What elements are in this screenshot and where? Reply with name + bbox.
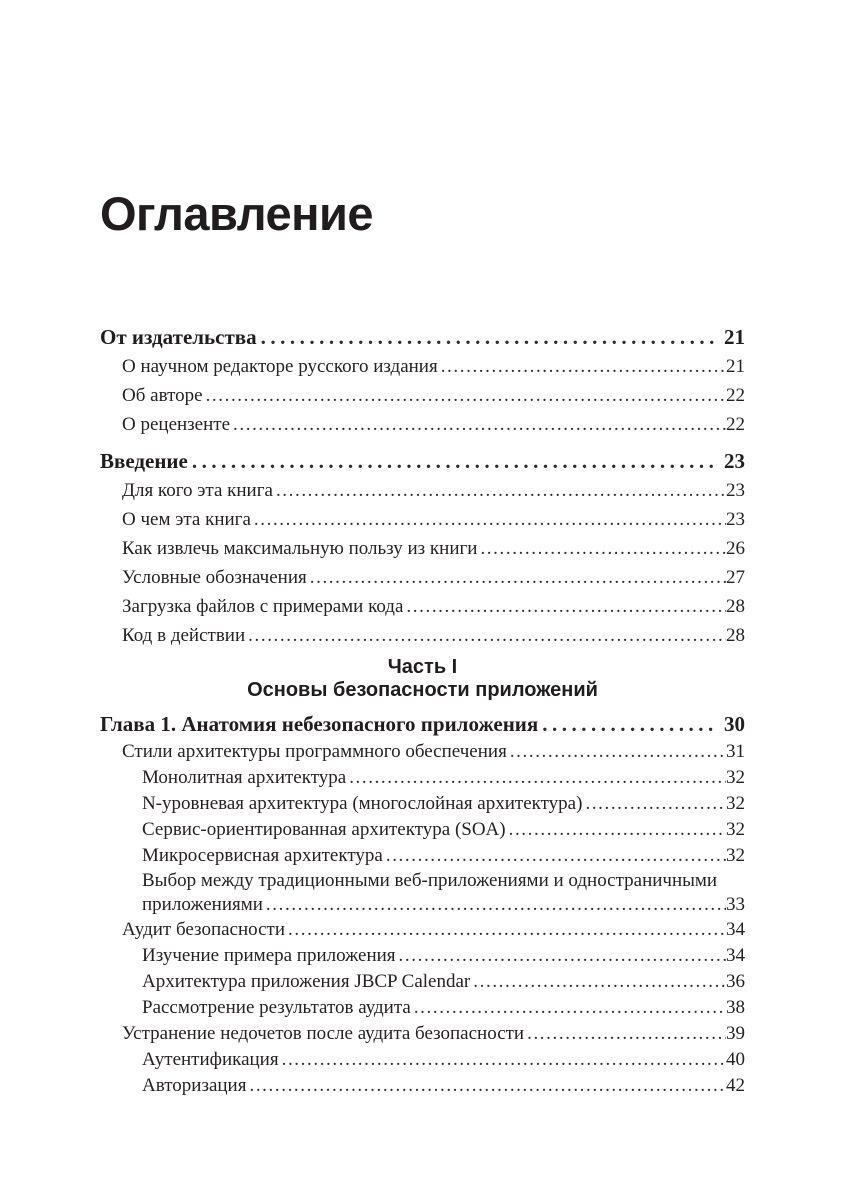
part-title: Основы безопасности приложений	[247, 679, 598, 701]
dot-leader	[399, 943, 726, 969]
part-divider	[100, 656, 745, 702]
page-number: 28	[726, 596, 745, 617]
toc-entry-row	[100, 995, 745, 1021]
entry-label: Аудит безопасности	[122, 919, 286, 940]
page-number: 21	[724, 325, 745, 349]
dot-leader	[480, 534, 726, 563]
toc-entry-row	[100, 410, 745, 439]
toc-section-introduction	[100, 447, 745, 650]
entry-label: Стили архитектуры программного обеспечения	[122, 741, 507, 762]
toc-entry-row	[100, 843, 745, 869]
entry-label-continuation: приложениями	[142, 894, 263, 915]
toc-entry-row	[100, 352, 745, 381]
page-number: 27	[726, 567, 745, 588]
dot-leader	[266, 893, 726, 917]
toc-entry-row	[100, 893, 745, 917]
entry-label: О научном редакторе русского издания	[122, 356, 438, 377]
dot-leader	[542, 710, 717, 739]
toc-heading-row	[100, 447, 745, 476]
page-number: 32	[726, 767, 745, 788]
dot-leader	[282, 1047, 726, 1073]
entry-label: Выбор между традиционными веб-приложениями и одностраничными	[142, 870, 718, 891]
dot-leader	[248, 621, 726, 650]
page-number: 40	[726, 1049, 745, 1070]
toc-entry-row	[100, 534, 745, 563]
entry-label: От издательства	[100, 325, 257, 349]
page-number: 39	[726, 1023, 745, 1044]
dot-leader	[254, 505, 726, 534]
dot-leader	[406, 592, 726, 621]
page-number: 36	[726, 971, 745, 992]
page-number: 34	[726, 919, 745, 940]
entry-label: Условные обозначения	[122, 567, 307, 588]
page-number: 34	[726, 945, 745, 966]
dot-leader	[585, 791, 726, 817]
toc-entry-row	[100, 1073, 745, 1099]
page-number: 38	[726, 997, 745, 1018]
toc-entry-row	[100, 1021, 745, 1047]
entry-label: Архитектура приложения JBCP Calendar	[142, 971, 471, 992]
dot-leader	[386, 843, 726, 869]
page-number: 23	[724, 449, 745, 473]
entry-label: Рассмотрение результатов аудита	[142, 997, 411, 1018]
dot-leader	[261, 323, 717, 352]
dot-leader	[527, 1021, 726, 1047]
entry-label: Код в действии	[122, 625, 246, 646]
toc-entry-row	[100, 765, 745, 791]
entry-label: Микросервисная архитектура	[142, 845, 383, 866]
toc-entry-row	[100, 791, 745, 817]
page-number: 21	[726, 356, 745, 377]
dot-leader	[276, 476, 726, 505]
entry-label: Сервис-ориентированная архитектура (SOA)	[142, 819, 506, 840]
entry-label: Авторизация	[142, 1075, 247, 1096]
page-number: 28	[726, 625, 745, 646]
entry-label: О рецензенте	[122, 414, 231, 435]
entry-label: N-уровневая архитектура (многослойная архитектура)	[142, 793, 583, 814]
page-number: 32	[726, 819, 745, 840]
dot-leader	[510, 739, 726, 765]
dot-leader	[473, 969, 726, 995]
page-number: 33	[726, 894, 745, 915]
dot-leader	[509, 817, 726, 843]
toc-heading-row	[100, 710, 745, 739]
toc-entry-row	[100, 739, 745, 765]
dot-leader	[233, 410, 726, 439]
entry-label: О чем эта книга	[122, 509, 251, 530]
page-number: 23	[726, 509, 745, 530]
entry-label: Введение	[100, 449, 188, 473]
page-number: 22	[726, 414, 745, 435]
toc-entry-row	[100, 621, 745, 650]
entry-label: Для кого эта книга	[122, 480, 273, 501]
entry-label: Об авторе	[122, 385, 203, 406]
toc-entry-row	[100, 817, 745, 843]
page-number: 42	[726, 1075, 745, 1096]
dot-leader	[441, 352, 726, 381]
toc-entry-row	[100, 476, 745, 505]
page-number: 32	[726, 793, 745, 814]
toc-section-chapter-1	[100, 710, 745, 1099]
dot-leader	[249, 1073, 726, 1099]
toc-section-front-matter	[100, 323, 745, 439]
entry-label: Глава 1. Анатомия небезопасного приложения	[100, 712, 539, 736]
toc-entry-row	[100, 943, 745, 969]
dot-leader	[414, 995, 726, 1021]
part-kicker: Часть I	[387, 656, 458, 678]
toc-entry-row	[100, 381, 745, 410]
toc-heading-row	[100, 323, 745, 352]
toc-entry-row	[100, 869, 745, 893]
dot-leader	[288, 917, 726, 943]
page-number: 30	[724, 712, 745, 736]
toc-entry-row	[100, 917, 745, 943]
dot-leader	[206, 381, 726, 410]
entry-label: Изучение примера приложения	[142, 945, 396, 966]
dot-leader	[192, 447, 717, 476]
dot-leader	[310, 563, 726, 592]
toc-entry-row	[100, 969, 745, 995]
chapter-entries	[100, 739, 745, 1099]
entry-label: Аутентификация	[142, 1049, 279, 1070]
toc-entry-row	[100, 1047, 745, 1073]
entry-label: Устранение недочетов после аудита безопасности	[122, 1023, 525, 1044]
table-of-contents	[100, 323, 745, 1099]
page-number: 32	[726, 845, 745, 866]
page-number: 26	[726, 538, 745, 559]
page-number: 23	[726, 480, 745, 501]
toc-entry-row	[100, 563, 745, 592]
toc-entry-row	[100, 505, 745, 534]
toc-entry-row	[100, 592, 745, 621]
entry-label: Как извлечь максимальную пользу из книги	[122, 538, 478, 559]
page-title: Оглавление	[100, 187, 374, 240]
entry-label: Загрузка файлов с примерами кода	[122, 596, 404, 617]
page-number: 22	[726, 385, 745, 406]
dot-leader	[349, 765, 726, 791]
page-number: 31	[726, 741, 745, 762]
entry-label: Монолитная архитектура	[142, 767, 347, 788]
